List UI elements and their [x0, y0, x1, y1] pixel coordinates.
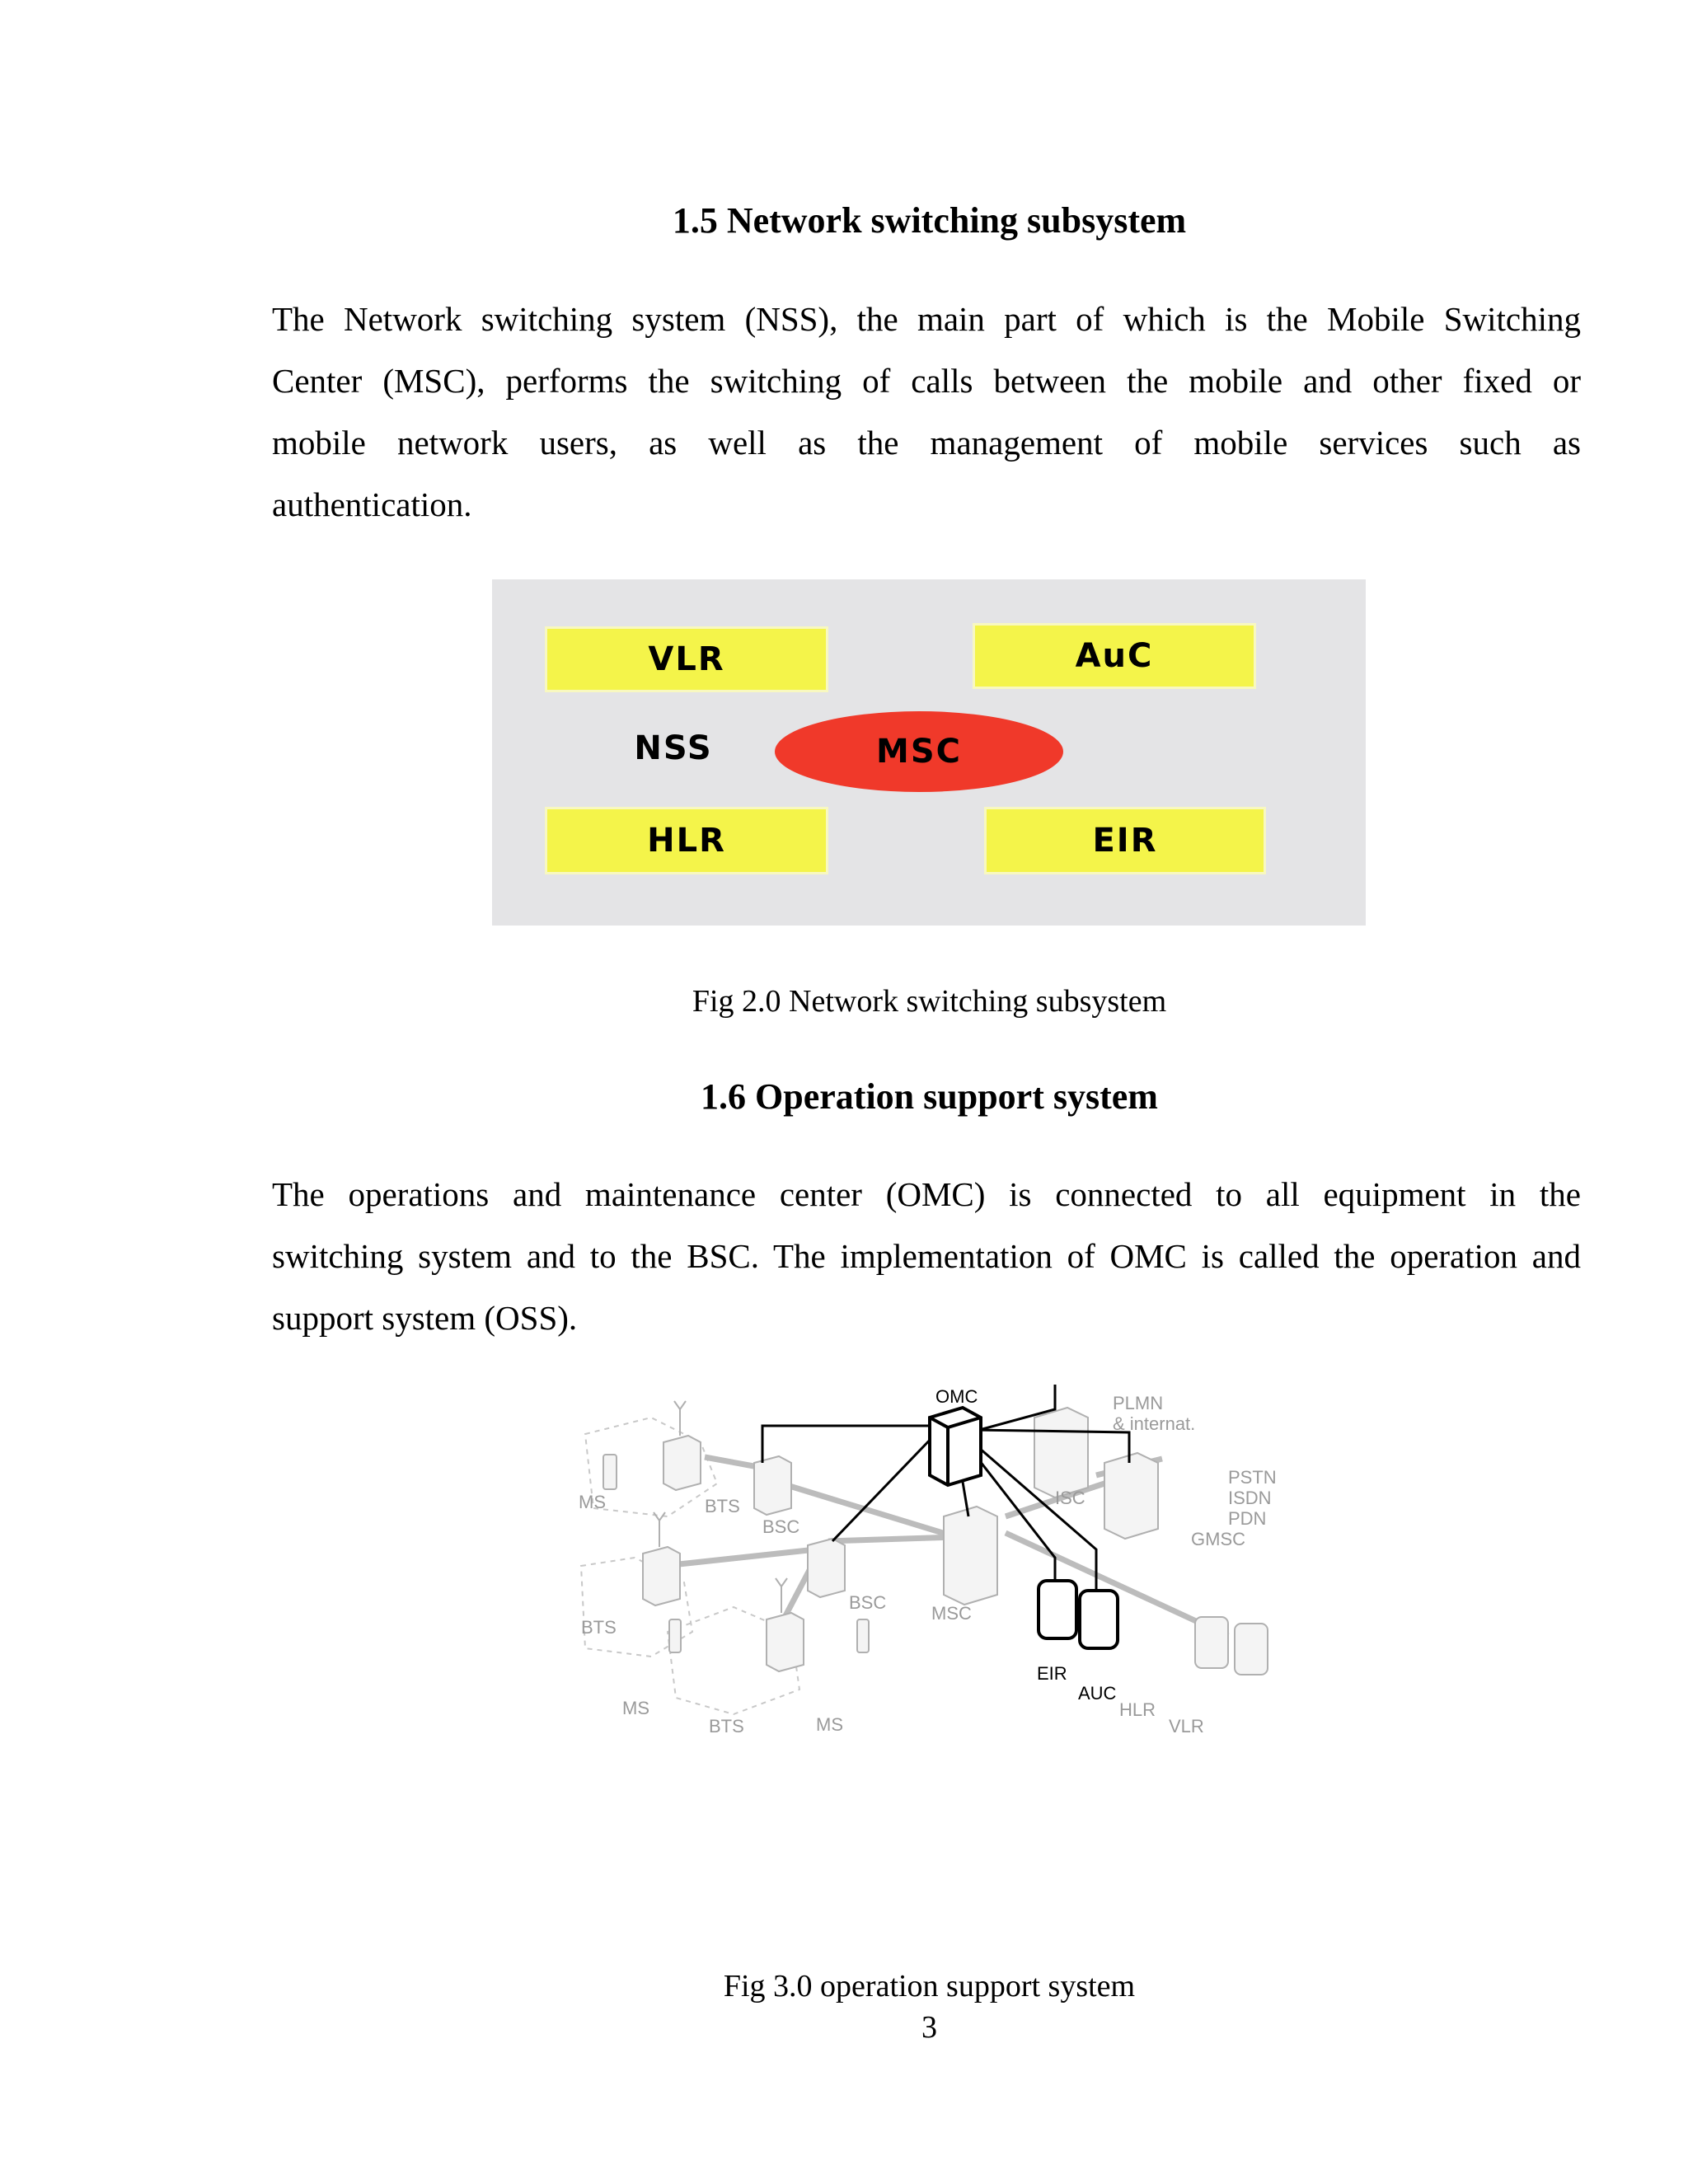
paragraph-line: mobile network users, as well as the management of mobile services such as [272, 424, 1581, 462]
vlr-box: VLR [545, 626, 828, 692]
isdn-label: ISDN [1228, 1488, 1272, 1508]
omc-link-bsc [762, 1426, 935, 1463]
auc-label: AUC [1078, 1683, 1117, 1704]
omc-label: OMC [935, 1386, 978, 1407]
auc-box: AuC [973, 623, 1256, 689]
bsc-cabinet [754, 1456, 791, 1515]
msc-label: MSC [931, 1603, 972, 1624]
figure-caption-3-0: Fig 3.0 operation support system [723, 1969, 1136, 2004]
eir-label: EIR [1037, 1663, 1067, 1684]
link-bts-bsc [705, 1457, 758, 1467]
isc-cabinet [1034, 1408, 1088, 1497]
figure-network-switching-subsystem [492, 579, 1366, 926]
ms-handset [669, 1619, 681, 1652]
isc-label: ISC [1055, 1488, 1085, 1508]
figure-operation-support-system [569, 1385, 1294, 1912]
section-heading-1-6: 1.6 Operation support system [701, 1076, 1158, 1117]
ms-handset [603, 1455, 617, 1489]
paragraph-nss [272, 288, 1581, 536]
hlr-label: HLR [1119, 1699, 1156, 1720]
paragraph-line: switching system and to the BSC. The implementation of OMC is called the operation and [272, 1237, 1581, 1275]
ms-handset [857, 1619, 869, 1652]
paragraph-line: Center (MSC), performs the switching of calls between the mobile and other fixed or [272, 362, 1581, 400]
vlr-cylinder [1235, 1624, 1268, 1675]
bts-cabinet [767, 1613, 804, 1671]
bsc-label: BSC [762, 1516, 800, 1537]
internat-label: & internat. [1113, 1413, 1196, 1434]
bsc-label: BSC [849, 1592, 887, 1613]
eir-box: EIR [984, 807, 1266, 874]
bts-label: BTS [581, 1617, 617, 1638]
link-bsc-msc [781, 1483, 956, 1537]
figure-caption-2-0: Fig 2.0 Network switching subsystem [692, 984, 1167, 1019]
bts-label: BTS [705, 1496, 740, 1516]
vlr-label: VLR [1169, 1716, 1204, 1736]
paragraph-line: authentication. [272, 485, 472, 523]
bts-label: BTS [709, 1716, 744, 1736]
section-heading-1-5: 1.5 Network switching subsystem [672, 200, 1187, 241]
ms-label: MS [816, 1714, 843, 1735]
antenna-icon [674, 1401, 686, 1436]
pdn-label: PDN [1228, 1508, 1267, 1529]
bts-cabinet [643, 1547, 680, 1605]
gmsc-label: GMSC [1191, 1529, 1245, 1549]
paragraph-oss [272, 1164, 1581, 1349]
msc-cabinet [944, 1507, 997, 1605]
eir-cylinder [1039, 1581, 1076, 1638]
hlr-box: HLR [545, 807, 828, 874]
hlr-cylinder [1195, 1617, 1228, 1668]
pstn-label: PSTN [1228, 1467, 1277, 1488]
gmsc-cabinet [1104, 1453, 1158, 1539]
auc-cylinder [1080, 1591, 1118, 1648]
link-bts-bsc [663, 1549, 816, 1566]
page-number: 3 [921, 2010, 937, 2045]
ms-label: MS [622, 1698, 649, 1718]
bsc-cabinet [808, 1539, 845, 1597]
msc-ellipse: MSC [775, 711, 1063, 792]
paragraph-line: The Network switching system (NSS), the main part of which is the Mobile Switching [272, 300, 1581, 338]
ms-label: MS [579, 1492, 606, 1512]
antenna-icon [654, 1512, 665, 1547]
paragraph-line: The operations and maintenance center (OMC) is connected to all equipment in the [272, 1175, 1581, 1213]
bts-cabinet [663, 1436, 701, 1490]
antenna-icon [776, 1578, 787, 1613]
plmn-label: PLMN [1113, 1393, 1164, 1413]
nss-label: NSS [634, 729, 713, 767]
link-bsc-msc [828, 1537, 956, 1541]
paragraph-line: support system (OSS). [272, 1299, 578, 1337]
